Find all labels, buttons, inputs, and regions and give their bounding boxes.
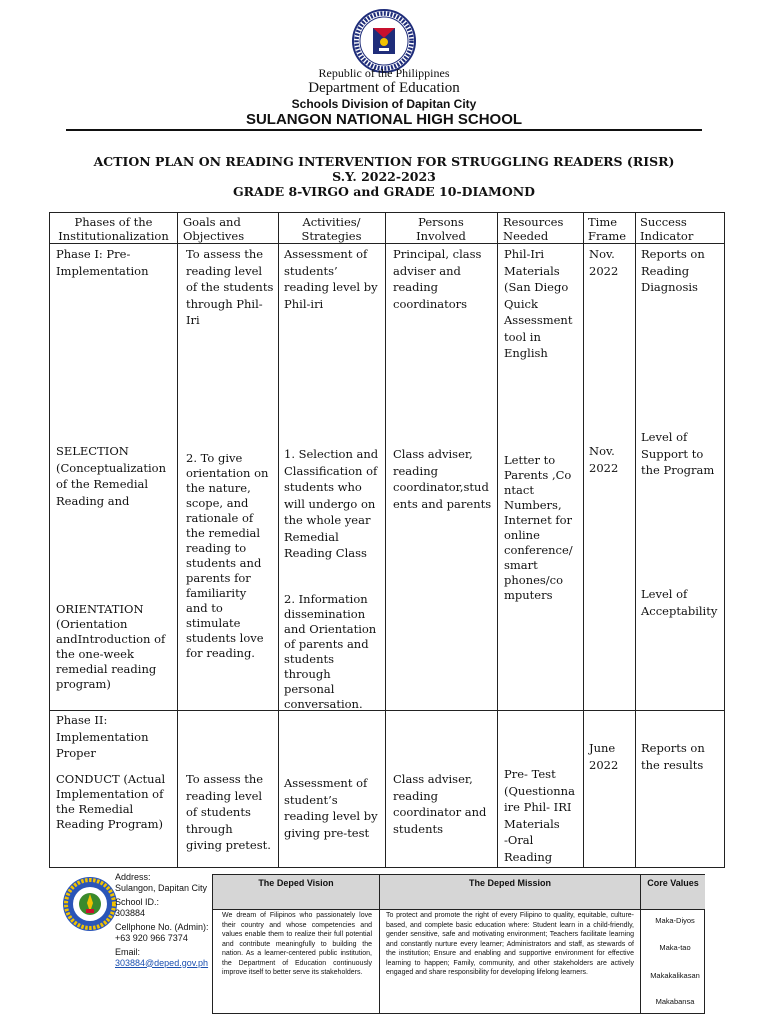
cell-line: Implementation xyxy=(56,729,149,744)
cell-line: Phase I: Pre- xyxy=(56,247,131,261)
phase1-goal xyxy=(186,246,278,329)
cell-line: reading xyxy=(393,280,438,294)
cell-line: Implementation xyxy=(56,263,149,278)
cell-line: students love xyxy=(186,631,264,645)
cell-line: ire Phil- IRI xyxy=(504,800,572,814)
cell-line: phones/co xyxy=(504,573,564,587)
cell-line: Phase II: xyxy=(56,713,108,727)
cell-line: students xyxy=(284,652,335,666)
cell-line: 2022 xyxy=(589,757,619,772)
phase2-conduct xyxy=(56,772,178,832)
cell-line: the nature, xyxy=(186,481,251,495)
cell-line: 1. Selection and xyxy=(284,447,379,461)
phase2-resources xyxy=(504,766,584,865)
cell-line: (Conceptualization xyxy=(56,460,167,475)
cell-line: Reports on xyxy=(641,247,705,261)
cell-line: reading level xyxy=(186,788,263,803)
core-value: Makabansa xyxy=(655,997,695,1006)
selection-goal xyxy=(186,451,278,661)
cell-line: 2022 xyxy=(589,263,619,278)
cell-line: giving pre-test xyxy=(284,825,370,840)
cell-line: Classification of xyxy=(284,463,378,478)
cell-line: and Orientation xyxy=(284,622,377,636)
cell-line: To assess the xyxy=(186,247,264,261)
cell-line: Assessment of xyxy=(284,776,368,790)
header-text: Success xyxy=(640,215,687,229)
header-text: Frame xyxy=(588,229,627,243)
cell-line: Implementation of xyxy=(56,787,164,801)
cell-line: through Phil- xyxy=(186,296,263,311)
cell-line: students and xyxy=(186,556,262,570)
selection-persons xyxy=(393,446,497,512)
vision-text: We dream of Filipinos who passionately love their country and whose competencies and values enable them to realize their full potential and contribute meaningfully to building the nation. As a learner-centered public institution, the Department of Education continuously improve itself to better serve its stakeholders. xyxy=(222,912,372,976)
selection-indicator-support xyxy=(641,429,725,479)
cell-line: Class adviser, xyxy=(393,447,473,461)
row-divider xyxy=(50,243,724,244)
cell-line: conversation. xyxy=(284,697,363,711)
selection-time xyxy=(589,443,635,476)
school-id-value: 303884 xyxy=(115,907,146,918)
cell-line: personal xyxy=(284,682,335,696)
cell-line: Diagnosis xyxy=(641,280,698,294)
republic-line: Republic of the Philippines xyxy=(318,66,450,80)
cell-line: Acceptability xyxy=(641,603,718,618)
header-text: Strategies xyxy=(301,229,362,243)
cell-line: Reading Program) xyxy=(56,817,164,831)
cell-line: reading to xyxy=(186,541,247,555)
cell-line: (San Diego xyxy=(504,280,569,294)
cell-line: students who xyxy=(284,480,362,494)
cell-line: Pre- Test xyxy=(504,767,556,781)
header-text: Institutionalization xyxy=(58,229,169,243)
cell-line: of parents and xyxy=(284,637,369,651)
cell-line: of the students xyxy=(186,280,274,294)
core-value: Maka-tao xyxy=(659,943,691,952)
cell-line: Class adviser, xyxy=(393,772,473,786)
cell-line: the one-week xyxy=(56,647,134,661)
email-label: Email: xyxy=(115,947,141,957)
cell-line: Level of xyxy=(641,587,688,601)
cell-line: coordinator and xyxy=(393,805,487,819)
cell-line: smart xyxy=(504,558,538,572)
cell-line: remedial reading xyxy=(56,662,157,676)
cell-line: program) xyxy=(56,677,111,691)
mission-heading: The Deped Mission xyxy=(380,875,640,909)
cell-line: ORIENTATION xyxy=(56,602,144,616)
division-line: Schools Division of Dapitan City xyxy=(291,97,477,111)
cell-line: of students xyxy=(186,805,251,819)
cell-line: will undergo on xyxy=(284,496,376,511)
cell-line: Nov. xyxy=(589,444,615,458)
cell-line: of the Remedial xyxy=(56,477,149,491)
school-contact-block xyxy=(115,872,215,968)
cell-line: Reading and xyxy=(56,493,130,508)
cell-line: giving pretest. xyxy=(186,838,271,852)
cell-line: Numbers, xyxy=(504,498,562,512)
cell-line: reading level by xyxy=(284,809,378,823)
mission-text: To protect and promote the right of every Filipino to quality, equitable, culture-based, and complete basic education where: Student learn in a child-friendly, gender sensitive, safe and motivating environment; Teachers facilitate learning and constantly nurture every learner; Administrators and staff, as stewards of the institution; Ensure and enabling and supportive environment for effective learning to happen; Family, community, and other stakeholders are actively engaged and share responsibility for developing lifelong learners. xyxy=(386,912,634,976)
cell-line: the Remedial xyxy=(56,802,134,816)
row-divider xyxy=(213,909,704,910)
header-text: Indicator xyxy=(640,229,694,243)
cell-line: reading xyxy=(393,788,438,803)
phase2-indicator xyxy=(641,740,725,773)
cell-line: 2. Information xyxy=(284,592,368,606)
cell-line: and to xyxy=(186,601,223,615)
phone-value: +63 920 966 7374 xyxy=(115,932,188,943)
cell-line: Reports on xyxy=(641,741,705,755)
col-divider xyxy=(635,213,636,867)
cell-line: Support to xyxy=(641,446,704,461)
cell-line: dissemination xyxy=(284,607,366,621)
cell-line: students xyxy=(393,821,444,836)
cell-line: students’ xyxy=(284,263,338,278)
cell-line: Reading xyxy=(504,849,553,864)
cell-line: through xyxy=(186,821,233,836)
selection-activity-2 xyxy=(284,592,384,712)
cell-line: Assessment of xyxy=(284,247,368,261)
header-time xyxy=(588,215,634,243)
school-name: SULANGON NATIONAL HIGH SCHOOL xyxy=(245,111,523,128)
phone-label: Cellphone No. (Admin): xyxy=(115,922,209,932)
phase1-resources xyxy=(504,246,584,362)
cell-line: (Questionna xyxy=(504,783,575,798)
phase1-activity xyxy=(284,246,384,312)
header-text: Phases of the xyxy=(74,215,153,229)
cell-line: coordinators xyxy=(393,296,468,311)
phase2-label xyxy=(56,712,176,762)
row-divider xyxy=(50,710,724,711)
phase2-activity xyxy=(284,775,384,841)
cell-line: adviser and xyxy=(393,263,461,278)
cell-line: for reading. xyxy=(186,646,255,660)
selection-phase xyxy=(56,443,176,509)
header-goals xyxy=(183,215,277,243)
cell-line: Principal, class xyxy=(393,247,482,261)
cell-line: Reading Class xyxy=(284,546,367,560)
col-divider xyxy=(640,875,641,1013)
cell-line: rationale of xyxy=(186,511,254,525)
cell-line: stimulate xyxy=(186,616,241,630)
deped-seal-logo xyxy=(351,8,417,74)
cell-line: Quick xyxy=(504,296,538,311)
cell-line: (Orientation xyxy=(56,617,128,631)
cell-line: 2022 xyxy=(589,460,619,475)
col-divider xyxy=(379,875,380,1013)
header-text: Resources xyxy=(503,215,564,229)
cell-line: Level of xyxy=(641,430,688,444)
cell-line: the Program xyxy=(641,463,715,477)
action-plan-table xyxy=(49,212,725,868)
address-value: Sulangon, Dapitan City xyxy=(115,882,208,893)
phase2-time xyxy=(589,740,635,773)
vision-mission-table xyxy=(212,874,705,1014)
selection-resources xyxy=(504,453,584,603)
phase2-goal xyxy=(186,771,278,854)
cell-line: Phil-iri xyxy=(284,296,324,311)
col-divider xyxy=(177,213,178,867)
col-divider xyxy=(497,213,498,867)
cell-line: andIntroduction of xyxy=(56,632,166,646)
cell-line: Phil-Iri xyxy=(504,247,545,261)
cell-line: Proper xyxy=(56,746,96,760)
cell-line: English xyxy=(504,346,548,360)
cell-line: familiarity xyxy=(186,586,247,600)
vision-heading: The Deped Vision xyxy=(213,875,379,909)
phase1-time xyxy=(589,246,635,279)
cell-line: Remedial xyxy=(284,529,339,544)
cell-line: Assessment xyxy=(504,313,573,327)
cell-line: reading level xyxy=(186,263,263,278)
header-persons xyxy=(385,215,497,243)
cell-line: To assess the xyxy=(186,772,264,786)
cell-line: Parents ,Co xyxy=(504,468,572,482)
school-year: S.Y. 2022-2023 xyxy=(332,169,436,184)
header-text: Activities/ xyxy=(302,215,361,229)
cell-line: online xyxy=(504,528,540,542)
header-text: Persons xyxy=(418,215,464,229)
school-seal-logo xyxy=(62,876,118,932)
school-id-label: School ID.: xyxy=(115,897,160,907)
cell-line: Internet for xyxy=(504,513,573,527)
header-resources xyxy=(503,215,583,243)
phase1-persons xyxy=(393,246,497,312)
cell-line: CONDUCT (Actual xyxy=(56,772,166,786)
cell-line: tool in xyxy=(504,329,541,344)
cell-line: through xyxy=(284,667,331,681)
header-phases xyxy=(50,215,177,243)
phase1-label xyxy=(56,246,176,279)
email-link[interactable]: 303884@deped.gov.ph xyxy=(115,957,209,968)
cell-line: Nov. xyxy=(589,247,615,261)
core-values-heading: Core Values xyxy=(641,875,705,909)
core-value: Maka-Diyos xyxy=(655,916,695,925)
cell-line: orientation on xyxy=(186,466,269,480)
col-divider xyxy=(385,213,386,867)
cell-line: Materials xyxy=(504,816,560,831)
cell-line: student’s xyxy=(284,792,338,807)
cell-line: reading level by xyxy=(284,280,378,294)
cell-line: -Oral xyxy=(504,833,534,847)
cell-line: mputers xyxy=(504,588,553,602)
header-activities xyxy=(278,215,385,243)
phase2-persons xyxy=(393,771,497,837)
header-text: Goals and xyxy=(183,215,241,229)
cell-line: Reading xyxy=(641,263,690,278)
core-value: Makakalikasan xyxy=(650,971,700,980)
cell-line: conference/ xyxy=(504,543,573,557)
header-text: Involved xyxy=(416,229,466,243)
cell-line: the whole year xyxy=(284,513,371,527)
cell-line: June xyxy=(589,741,616,755)
orientation-phase xyxy=(56,602,178,692)
cell-line: reading xyxy=(393,463,438,478)
header-indicator xyxy=(640,215,724,243)
col-divider xyxy=(278,213,279,867)
grade-sections: GRADE 8-VIRGO and GRADE 10-DIAMOND xyxy=(232,184,536,199)
selection-indicator-acceptability xyxy=(641,586,725,619)
address-label: Address: xyxy=(115,872,151,882)
cell-line: Letter to xyxy=(504,453,556,467)
header-text: Needed xyxy=(503,229,549,243)
header-text: Objectives xyxy=(183,229,245,243)
header-text: Time xyxy=(588,215,618,229)
cell-line: coordinator,stud xyxy=(393,480,489,494)
cell-line: parents for xyxy=(186,571,251,585)
cell-line: Materials xyxy=(504,263,560,278)
cell-line: SELECTION xyxy=(56,444,129,458)
document-title: ACTION PLAN ON READING INTERVENTION FOR STRUGGLING READERS (RISR) xyxy=(93,154,675,169)
phase1-indicator xyxy=(641,246,725,296)
department-line: Department of Education xyxy=(308,80,460,96)
cell-line: the results xyxy=(641,757,704,772)
cell-line: Iri xyxy=(186,313,200,327)
cell-line: ntact xyxy=(504,483,534,497)
cell-line: 2. To give xyxy=(186,451,243,465)
cell-line: the remedial xyxy=(186,526,261,540)
cell-line: scope, and xyxy=(186,496,249,510)
selection-activity-1 xyxy=(284,446,384,562)
header-divider xyxy=(66,129,702,131)
cell-line: ents and parents xyxy=(393,496,492,511)
